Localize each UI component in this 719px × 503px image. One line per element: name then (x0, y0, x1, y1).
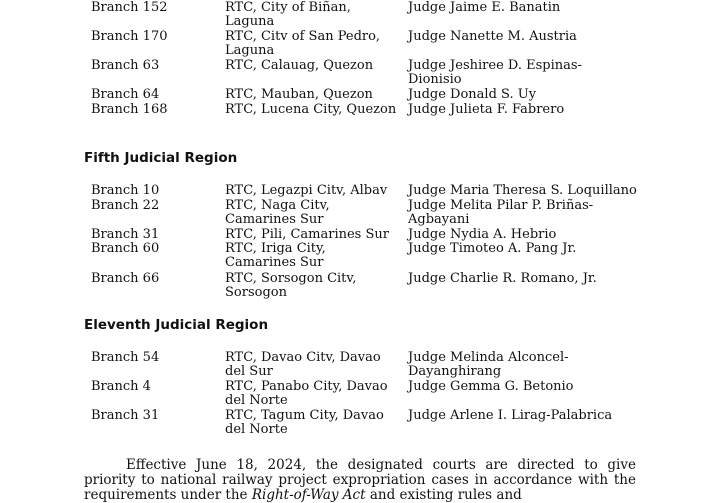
paragraph-italic-text: Right-of-Way Act (251, 487, 366, 503)
judge-cell: Judge Jeshiree D. Espinas-Dionisio (408, 58, 582, 87)
branch-cell: Branch 22 (91, 198, 160, 213)
court-cell: RTC, Panabo City, Davao del Norte (225, 379, 388, 408)
judge-cell: Judge Jaime E. Banatin (408, 0, 561, 15)
section-heading: Fifth Judicial Region (84, 150, 238, 166)
court-cell: RTC, Calauag, Quezon (225, 58, 374, 73)
branch-cell: Branch 31 (91, 227, 160, 242)
court-cell: RTC, Iriga City, Camarines Sur (225, 241, 326, 270)
branch-cell: Branch 168 (91, 102, 168, 117)
branch-cell: Branch 31 (91, 408, 160, 423)
court-cell: RTC, Naga Citv, Camarines Sur (225, 198, 330, 227)
judge-cell: Judge Melinda Alconcel-Dayanghirang (408, 350, 569, 379)
branch-cell: Branch 54 (91, 350, 160, 365)
section-heading: Eleventh Judicial Region (84, 317, 269, 333)
judge-cell: Judge Gemma G. Betonio (408, 379, 574, 394)
branch-cell: Branch 66 (91, 271, 160, 286)
judge-cell: Judge Nanette M. Austria (408, 29, 577, 44)
judge-cell: Judge Arlene I. Lirag-Palabrica (408, 408, 613, 423)
paragraph-text: Effective June 18, 2024, the designated courts are directed to give priority to national railway project expropriation cases in accordance with the requirements under the (84, 457, 636, 503)
branch-cell: Branch 64 (91, 87, 160, 102)
branch-cell: Branch 4 (91, 379, 151, 394)
branch-cell: Branch 170 (91, 29, 168, 44)
body-paragraph (84, 458, 636, 503)
court-cell: RTC, Lucena City, Quezon (225, 102, 397, 117)
judge-cell: Judge Donald S. Uy (408, 87, 537, 102)
judge-cell: Judge Charlie R. Romano, Jr. (408, 271, 597, 286)
court-cell: RTC, Davao Citv, Davao del Sur (225, 350, 381, 379)
judge-cell: Judge Nydia A. Hebrio (408, 227, 557, 242)
judge-cell: Judge Maria Theresa S. Loquillano (408, 183, 637, 198)
court-cell: RTC, Citv of San Pedro, Laguna (225, 29, 381, 58)
court-cell: RTC, Tagum City, Davao del Norte (225, 408, 384, 437)
judge-cell: Judge Timoteo A. Pang Jr. (408, 241, 577, 256)
branch-cell: Branch 63 (91, 58, 160, 73)
court-cell: RTC, Mauban, Quezon (225, 87, 373, 102)
judge-cell: Judge Melita Pilar P. Briñas-Agbayani (408, 198, 594, 227)
judge-cell: Judge Julieta F. Fabrero (408, 102, 565, 117)
branch-cell: Branch 152 (91, 0, 168, 15)
court-cell: RTC, Sorsogon Citv, Sorsogon (225, 271, 357, 300)
court-cell: RTC, Legazpi Citv, Albav (225, 183, 388, 198)
branch-cell: Branch 10 (91, 183, 160, 198)
paragraph-text-end: and existing rules and (365, 487, 522, 503)
court-cell: RTC, Pili, Camarines Sur (225, 227, 389, 242)
court-cell: RTC, City of Biñan, Laguna (225, 0, 351, 29)
branch-cell: Branch 60 (91, 241, 160, 256)
